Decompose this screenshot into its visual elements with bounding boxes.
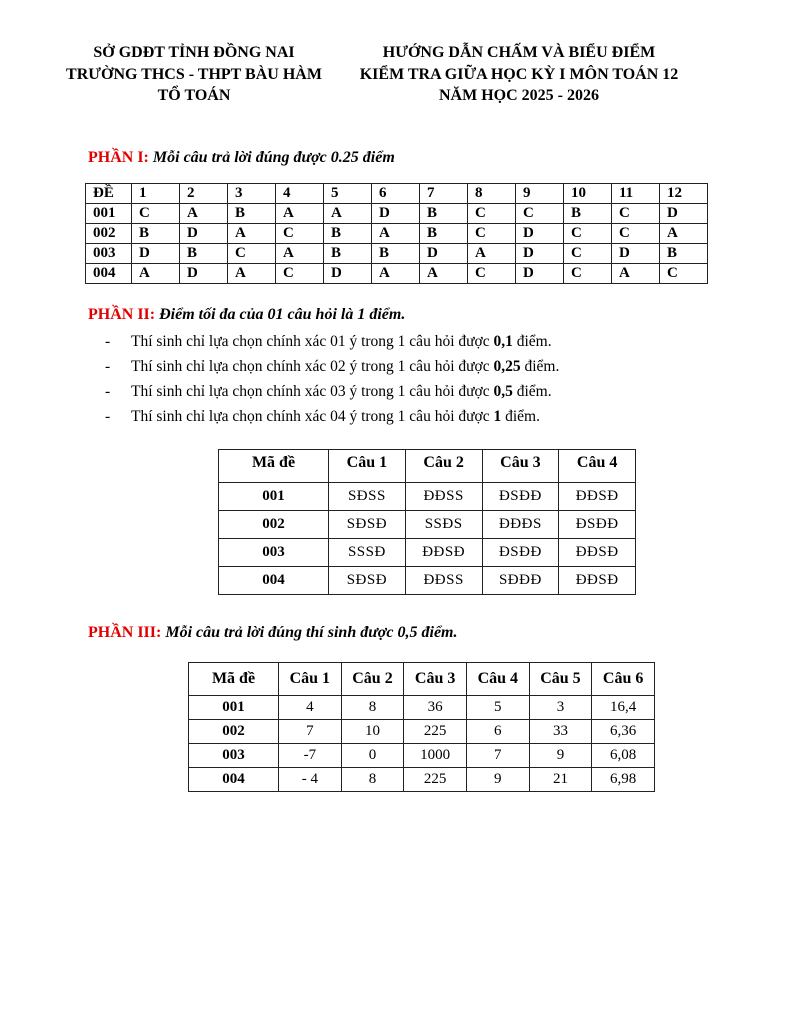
- school-name: TRƯỜNG THCS - THPT BÀU HÀM: [66, 65, 322, 83]
- rule-score: 0,25: [493, 357, 521, 375]
- table-cell: ĐĐSĐ: [559, 482, 636, 510]
- table-cell: ĐĐSS: [405, 566, 482, 594]
- table-cell: A: [660, 223, 708, 243]
- bullet-dash: -: [105, 332, 111, 350]
- column-header: 1: [132, 183, 180, 203]
- table-cell: 8: [341, 767, 404, 791]
- column-header: Câu 3: [482, 449, 559, 482]
- table-row: [219, 482, 636, 510]
- table-cell: ĐĐSS: [405, 482, 482, 510]
- part1-heading: [88, 147, 792, 168]
- rule-text: Thí sinh chỉ lựa chọn chính xác 03 ý trong 1 câu hỏi được 0,5 điểm.: [131, 382, 552, 400]
- table-cell: 36: [404, 695, 467, 719]
- table-cell: 9: [466, 767, 529, 791]
- column-header: 12: [660, 183, 708, 203]
- table-cell: 8: [341, 695, 404, 719]
- column-header: 6: [372, 183, 420, 203]
- table-cell: 6,08: [592, 743, 655, 767]
- school-year: NĂM HỌC 2025 - 2026: [439, 87, 599, 104]
- column-header: 5: [324, 183, 372, 203]
- table-cell: 21: [529, 767, 592, 791]
- table-cell: 6: [466, 719, 529, 743]
- part2-answer-table: [218, 449, 636, 595]
- column-header: Câu 3: [404, 662, 467, 695]
- table-cell: C: [516, 203, 564, 223]
- table-cell: ĐĐĐS: [482, 510, 559, 538]
- table-cell: - 4: [279, 767, 342, 791]
- table-cell: B: [180, 243, 228, 263]
- table-cell: SSĐS: [405, 510, 482, 538]
- table-row: [189, 767, 655, 791]
- row-code: 004: [189, 767, 279, 791]
- column-header: 4: [276, 183, 324, 203]
- table-cell: D: [516, 223, 564, 243]
- scoring-rule: [105, 379, 792, 404]
- column-header: Câu 1: [329, 449, 406, 482]
- part2-heading: [88, 304, 792, 325]
- table-cell: ĐĐSĐ: [405, 538, 482, 566]
- scoring-rule: [105, 329, 792, 354]
- table-cell: D: [612, 243, 660, 263]
- table-cell: 16,4: [592, 695, 655, 719]
- bullet-dash: -: [105, 382, 111, 400]
- table-cell: B: [420, 203, 468, 223]
- table-cell: B: [132, 223, 180, 243]
- table-cell: A: [324, 203, 372, 223]
- column-header: 2: [180, 183, 228, 203]
- row-code: 003: [219, 538, 329, 566]
- row-code: 001: [189, 695, 279, 719]
- exam-title-block: [336, 42, 702, 107]
- table-cell: C: [564, 223, 612, 243]
- table-cell: 5: [466, 695, 529, 719]
- column-header: 9: [516, 183, 564, 203]
- part1-description: Mỗi câu trả lời đúng được 0.25 điểm: [152, 148, 395, 166]
- part3-heading: [88, 622, 792, 643]
- table-cell: D: [324, 263, 372, 283]
- table-row: [219, 566, 636, 594]
- part2-scoring-rules: [105, 329, 792, 429]
- table-cell: 33: [529, 719, 592, 743]
- scoring-rule: [105, 404, 792, 429]
- table-cell: A: [276, 243, 324, 263]
- column-header: Mã đề: [219, 449, 329, 482]
- table-cell: D: [516, 263, 564, 283]
- table-cell: SĐSS: [329, 482, 406, 510]
- row-code: 002: [86, 223, 132, 243]
- table-cell: B: [660, 243, 708, 263]
- table-cell: 225: [404, 767, 467, 791]
- subject-group: TỔ TOÁN: [157, 87, 231, 104]
- table-row: [86, 243, 708, 263]
- table-header-row: [86, 183, 708, 203]
- column-header: 10: [564, 183, 612, 203]
- part3-answer-table: [188, 662, 655, 792]
- part3-description: Mỗi câu trả lời đúng thí sinh được 0,5 điểm.: [165, 623, 458, 641]
- column-header: 3: [228, 183, 276, 203]
- row-code: 001: [86, 203, 132, 223]
- table-cell: D: [516, 243, 564, 263]
- table-cell: A: [372, 223, 420, 243]
- table-row: [189, 719, 655, 743]
- table-row: [189, 743, 655, 767]
- table-cell: B: [420, 223, 468, 243]
- table-cell: A: [180, 203, 228, 223]
- table-cell: A: [132, 263, 180, 283]
- column-header: ĐỀ: [86, 183, 132, 203]
- table-cell: A: [276, 203, 324, 223]
- table-cell: 3: [529, 695, 592, 719]
- table-cell: C: [468, 263, 516, 283]
- table-cell: A: [228, 223, 276, 243]
- table-cell: 9: [529, 743, 592, 767]
- table-row: [86, 203, 708, 223]
- column-header: Câu 4: [559, 449, 636, 482]
- table-cell: C: [468, 223, 516, 243]
- table-cell: D: [132, 243, 180, 263]
- row-code: 002: [189, 719, 279, 743]
- column-header: 8: [468, 183, 516, 203]
- row-code: 003: [86, 243, 132, 263]
- department-name: SỞ GDĐT TỈNH ĐỒNG NAI: [93, 44, 295, 61]
- table-cell: D: [660, 203, 708, 223]
- table-cell: D: [420, 243, 468, 263]
- table-cell: 0: [341, 743, 404, 767]
- table-row: [189, 695, 655, 719]
- table-cell: B: [324, 223, 372, 243]
- table-header-row: [219, 449, 636, 482]
- column-header: 11: [612, 183, 660, 203]
- table-cell: 6,98: [592, 767, 655, 791]
- rule-text: Thí sinh chỉ lựa chọn chính xác 01 ý trong 1 câu hỏi được 0,1 điểm.: [131, 332, 552, 350]
- scoring-rule: [105, 354, 792, 379]
- table-cell: B: [372, 243, 420, 263]
- table-header-row: [189, 662, 655, 695]
- part1-answer-table: [85, 183, 708, 284]
- table-cell: A: [468, 243, 516, 263]
- table-cell: C: [276, 223, 324, 243]
- table-cell: D: [180, 263, 228, 283]
- table-cell: ĐSĐĐ: [559, 510, 636, 538]
- table-cell: C: [132, 203, 180, 223]
- rule-text: Thí sinh chỉ lựa chọn chính xác 02 ý trong 1 câu hỏi được 0,25 điểm.: [131, 357, 560, 375]
- table-cell: A: [228, 263, 276, 283]
- table-row: [219, 510, 636, 538]
- table-cell: ĐSĐĐ: [482, 482, 559, 510]
- table-cell: SĐSĐ: [329, 566, 406, 594]
- column-header: Câu 5: [529, 662, 592, 695]
- table-cell: C: [468, 203, 516, 223]
- table-cell: B: [324, 243, 372, 263]
- table-cell: 1000: [404, 743, 467, 767]
- table-cell: SĐSĐ: [329, 510, 406, 538]
- table-cell: A: [612, 263, 660, 283]
- part3-label: PHẦN III:: [88, 623, 162, 641]
- table-cell: C: [612, 203, 660, 223]
- table-row: [86, 263, 708, 283]
- table-cell: -7: [279, 743, 342, 767]
- row-code: 002: [219, 510, 329, 538]
- column-header: Câu 1: [279, 662, 342, 695]
- column-header: Câu 4: [466, 662, 529, 695]
- row-code: 004: [86, 263, 132, 283]
- document-title: HƯỚNG DẪN CHẤM VÀ BIỂU ĐIỂM: [382, 44, 656, 61]
- bullet-dash: -: [105, 357, 111, 375]
- row-code: 001: [219, 482, 329, 510]
- table-cell: D: [372, 203, 420, 223]
- column-header: Mã đề: [189, 662, 279, 695]
- part2-description: Điểm tối đa của 01 câu hỏi là 1 điểm.: [159, 305, 406, 323]
- column-header: 7: [420, 183, 468, 203]
- table-cell: 225: [404, 719, 467, 743]
- table-cell: 6,36: [592, 719, 655, 743]
- table-cell: D: [180, 223, 228, 243]
- table-cell: 7: [466, 743, 529, 767]
- column-header: Câu 2: [405, 449, 482, 482]
- exam-name: KIỂM TRA GIỮA HỌC KỲ I MÔN TOÁN 12: [359, 65, 679, 83]
- column-header: Câu 6: [592, 662, 655, 695]
- table-cell: C: [276, 263, 324, 283]
- table-cell: C: [228, 243, 276, 263]
- table-cell: ĐĐSĐ: [559, 566, 636, 594]
- rule-score: 0,5: [493, 382, 513, 400]
- table-cell: SĐĐĐ: [482, 566, 559, 594]
- table-row: [219, 538, 636, 566]
- row-code: 004: [219, 566, 329, 594]
- table-row: [86, 223, 708, 243]
- part1-label: PHẦN I:: [88, 148, 149, 166]
- rule-text: Thí sinh chỉ lựa chọn chính xác 04 ý trong 1 câu hỏi được 1 điểm.: [131, 407, 540, 425]
- table-cell: A: [420, 263, 468, 283]
- rule-score: 1: [493, 407, 502, 425]
- table-cell: 4: [279, 695, 342, 719]
- column-header: Câu 2: [341, 662, 404, 695]
- part2-label: PHẦN II:: [88, 305, 156, 323]
- document-header: [0, 0, 792, 107]
- table-cell: C: [612, 223, 660, 243]
- table-cell: SSSĐ: [329, 538, 406, 566]
- table-cell: C: [660, 263, 708, 283]
- bullet-dash: -: [105, 407, 111, 425]
- table-cell: ĐĐSĐ: [559, 538, 636, 566]
- table-cell: B: [228, 203, 276, 223]
- table-cell: 10: [341, 719, 404, 743]
- table-cell: B: [564, 203, 612, 223]
- table-cell: ĐSĐĐ: [482, 538, 559, 566]
- table-cell: C: [564, 243, 612, 263]
- row-code: 003: [189, 743, 279, 767]
- table-cell: C: [564, 263, 612, 283]
- rule-score: 0,1: [493, 332, 513, 350]
- table-cell: A: [372, 263, 420, 283]
- table-cell: 7: [279, 719, 342, 743]
- school-info-block: [58, 42, 330, 107]
